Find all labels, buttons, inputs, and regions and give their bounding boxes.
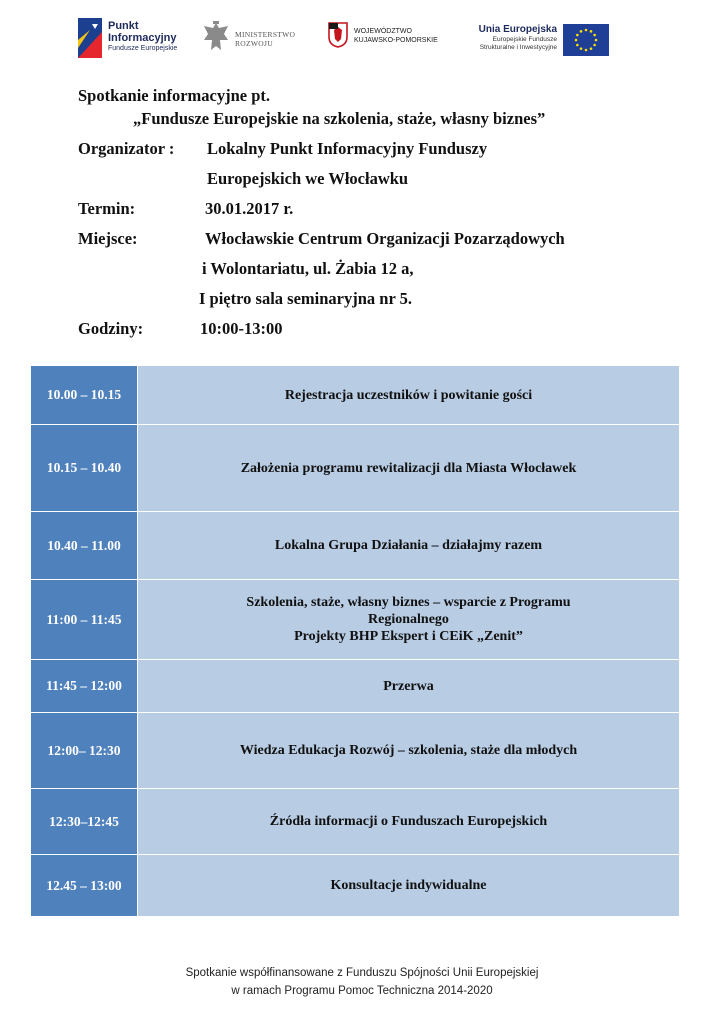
eagle-icon [201, 20, 231, 54]
voivodeship-line2: KUJAWSKO-POMORSKIE [354, 36, 438, 44]
time-cell: 11:45 – 12:00 [31, 660, 138, 712]
footer [0, 964, 724, 1000]
voivodeship-line1: WOJEWÓDZTWO [354, 28, 412, 35]
eu-star-icon [580, 47, 583, 50]
footer-line2: w ramach Programu Pomoc Techniczna 2014-2020 [231, 985, 493, 997]
schedule-row [31, 366, 679, 424]
eu-star-icon [576, 44, 579, 47]
eu-logo [468, 16, 609, 60]
topic-line: Lokalna Grupa Działania – działajmy razem [274, 538, 543, 553]
schedule-row [31, 854, 679, 916]
time-cell: 10.00 – 10.15 [31, 366, 138, 424]
topic-line: Regionalnego [368, 612, 449, 627]
schedule-row [31, 424, 679, 511]
topic-line: Projekty BHP Ekspert i CEiK „Zenit” [294, 629, 523, 644]
topic-line: Konsultacje indywidualne [330, 878, 487, 893]
intro-text: Spotkanie informacyjne pt. [78, 86, 271, 105]
place-value-line2: i Wolontariatu, ul. Żabia 12 a, [202, 259, 414, 278]
eu-star-icon [576, 34, 579, 37]
organizer-value-line2: Europejskich we Włocławku [207, 169, 409, 188]
punkt-informacyjny-logo [78, 16, 188, 60]
topic-line: Założenia programu rewitalizacji dla Miasta Włocławek [240, 460, 577, 476]
eu-flag-icon [563, 24, 609, 56]
eu-star-icon [575, 39, 578, 42]
punkt-informacyjny-icon [78, 18, 102, 58]
schedule-row [31, 511, 679, 579]
schedule-row [31, 659, 679, 712]
punkt-logo-line1: Punkt [108, 20, 139, 32]
place-value-line3: I piętro sala seminaryjna nr 5. [199, 289, 412, 308]
schedule-row [31, 579, 679, 659]
footer-line1: Spotkanie współfinansowane z Funduszu Spójności Unii Europejskiej [185, 967, 539, 979]
topic-cell [138, 789, 679, 854]
date-label: Termin: [78, 199, 136, 218]
eu-line3: Strukturalne i Inwestycyjne [479, 44, 557, 51]
punkt-logo-line2: Informacyjny [108, 32, 177, 44]
ministry-logo [201, 16, 301, 60]
topic-cell [138, 366, 679, 424]
time-cell: 11:00 – 11:45 [31, 580, 138, 659]
time-cell: 12:30–12:45 [31, 789, 138, 854]
topic-cell [138, 660, 679, 712]
place-value-line1: Włocławskie Centrum Organizacji Pozarządowych [205, 229, 565, 248]
time-cell: 12.45 – 13:00 [31, 855, 138, 916]
schedule-row [31, 788, 679, 854]
topic-line: Przerwa [383, 678, 434, 694]
ministry-line2: ROZWOJU [235, 39, 273, 48]
topic-cell [138, 713, 679, 788]
eu-line1: Unia Europejska [478, 24, 557, 35]
eu-star-icon [590, 30, 593, 33]
event-title: „Fundusze Europejskie na szkolenia, staże, własny biznes” [133, 109, 546, 128]
schedule-table [31, 366, 679, 916]
eu-star-icon [590, 47, 593, 50]
eu-star-icon [593, 34, 596, 37]
logo-bar [78, 16, 618, 60]
topic-cell [138, 425, 679, 511]
topic-cell [138, 512, 679, 579]
organizer-label: Organizator : [78, 139, 175, 158]
topic-line: Rejestracja uczestników i powitanie gości [284, 387, 533, 403]
topic-line: Szkolenia, staże, własny biznes – wsparcie z Programu [246, 595, 571, 610]
eu-star-icon [585, 49, 588, 52]
organizer-value-line1: Lokalny Punkt Informacyjny Funduszy [207, 139, 488, 158]
punkt-logo-line3: Fundusze Europejskie [108, 45, 178, 52]
eu-star-icon [580, 30, 583, 33]
schedule-row [31, 712, 679, 788]
topic-cell [138, 580, 679, 659]
time-cell: 10.40 – 11.00 [31, 512, 138, 579]
time-cell: 12:00– 12:30 [31, 713, 138, 788]
eu-star-icon [593, 44, 596, 47]
eu-star-icon [585, 29, 588, 32]
eu-line2: Europejskie Fundusze [492, 36, 557, 43]
crest-icon [328, 22, 348, 48]
topic-line: Wiedza Edukacja Rozwój – szkolenia, staże dla młodych [239, 743, 578, 758]
topic-line: Źródła informacji o Funduszach Europejskich [269, 814, 548, 829]
hours-label: Godziny: [78, 319, 144, 338]
hours-value: 10:00-13:00 [200, 319, 283, 338]
date-value: 30.01.2017 r. [205, 199, 294, 218]
voivodeship-logo [328, 16, 448, 60]
eu-star-icon [595, 39, 598, 42]
topic-cell [138, 855, 679, 916]
ministry-line1: MINISTERSTWO [235, 30, 296, 39]
time-cell: 10.15 – 10.40 [31, 425, 138, 511]
place-label: Miejsce: [78, 229, 138, 248]
